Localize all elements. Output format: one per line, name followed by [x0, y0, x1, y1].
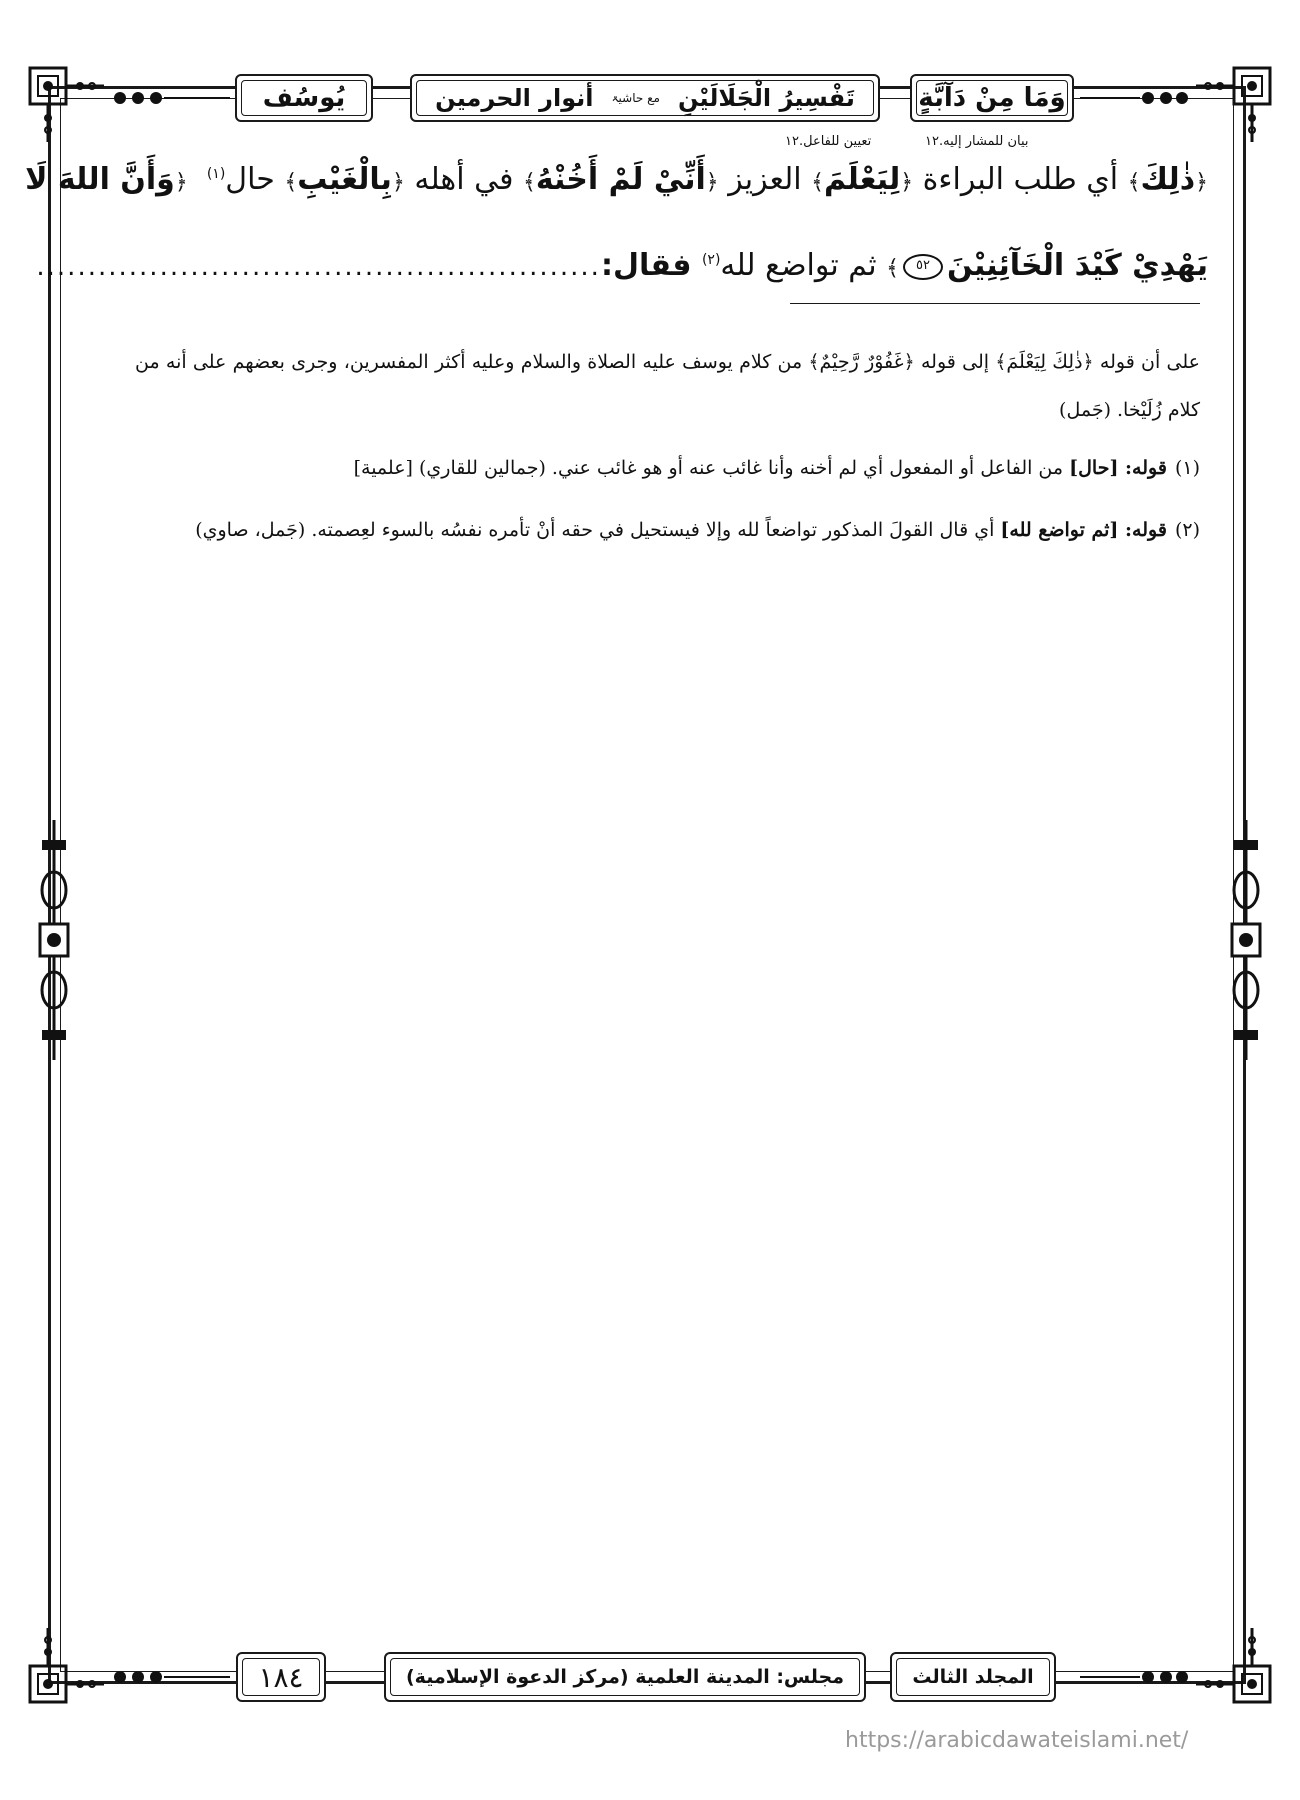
header-surah-name [235, 74, 373, 122]
corner-ornament-bottom-right [1194, 1626, 1272, 1704]
source-watermark: https://arabicdawateislami.net/ [845, 1728, 1189, 1753]
footer-publisher [384, 1652, 866, 1702]
quran-word: ﴿ذٰلِكَ﴾ [1127, 162, 1208, 197]
footer-dots-ornament-left [110, 1669, 230, 1685]
quran-word: يَهْدِيْ كَيْدَ الْخَآئِنِيْنَ [947, 248, 1208, 283]
footnote-keyword: قوله: [ثم تواضع لله] [1000, 519, 1167, 541]
dot-leader: ....................................................... [36, 252, 601, 282]
footnote-continuation: على أن قوله ﴿ذٰلِكَ لِيَعْلَمَ﴾ إلى قوله ﴿غَفُوْرٌ رَّحِيْمٌ﴾ من كلام يوسف عليه الصلاة والسلام وعليه أكثر المفسرين، وجرى بعضهم على أنه من كلام زُلَيْخا. (جَمل) [135, 351, 1200, 421]
publisher-name: مجلس: المدينة العلمية (مركز الدعوة الإسلامية) [405, 1666, 845, 1688]
surah-name: يُوسُف [262, 83, 346, 113]
commentary-text: في أهله [404, 162, 523, 197]
commentary-text: فقال: [600, 248, 702, 283]
main-text-line-2: يَهْدِيْ كَيْدَ الْخَآئِنِيْنَ٥٢﴾ ثم تواضع لله$^{(٢)}$ فقال:....................................................... [36, 238, 1208, 291]
honorific-label: مع حاشيۃ [611, 91, 660, 105]
quran-word: ﴿أَنِّيْ لَمْ أَخُنْهُ﴾ [522, 162, 719, 197]
juz-name: وَمَا مِنْ دَآبَّةٍ [918, 83, 1066, 113]
corner-ornament-bottom-left [28, 1626, 106, 1704]
header-dots-ornament-right [1080, 90, 1190, 106]
footnote-marker-2[interactable]: (٢) [701, 252, 721, 268]
footnote-number: (٢) [1174, 519, 1200, 541]
footer-volume [890, 1652, 1056, 1702]
main-text-line-1 [25, 152, 1208, 205]
commentary-text: ثم تواضع لله [720, 248, 887, 283]
corner-ornament-top-right [1194, 66, 1272, 144]
commentary-text: العزيز [718, 162, 812, 197]
footnote-separator-line [790, 303, 1200, 304]
footnote-keyword: قوله: [حال] [1069, 457, 1167, 479]
commentary-text: حال [225, 162, 285, 197]
volume-label: المجلد الثالث [912, 1666, 1034, 1688]
page-frame-inner [60, 98, 1234, 1672]
book-title: تَفْسِيرُ الْجَلَالَيْنِ [677, 84, 855, 112]
footnote-2 [140, 506, 1200, 554]
footnote-text: من الفاعل أو المفعول أي لم أخنه وأنا غائب عنه أو هو غائب عني. (جمالين للقاري) [علمية] [353, 457, 1070, 479]
side-ornament-left [34, 820, 74, 1060]
commentary-title: أنوار الحرمين [435, 84, 594, 112]
interlinear-gloss-1: بيان للمشار إليه.١٢ [925, 134, 1029, 149]
side-ornament-right [1226, 820, 1266, 1060]
interlinear-gloss-2: تعيين للفاعل.١٢ [785, 134, 872, 149]
commentary-text: أي طلب البراءة [913, 162, 1128, 197]
footer-page-number [236, 1652, 326, 1702]
footnote-marker-1[interactable]: (١) [206, 166, 226, 182]
page-number: ١٨٤ [258, 1660, 304, 1694]
quran-word: ﴿بِالْغَيْبِ﴾ [284, 162, 405, 197]
footnote-text: أي قال القولَ المذكور تواضعاً لله وإلا فيستحيل في حقه أنْ تأمره نفسُه بالسوء لعِصمته. (جَمل، صاوي) [195, 519, 1001, 541]
corner-ornament-top-left [28, 66, 106, 144]
header-juz-title [910, 74, 1074, 122]
header-book-title [410, 74, 880, 122]
footnote-number: (١) [1174, 457, 1200, 479]
footer-dots-ornament-right [1080, 1669, 1190, 1685]
header-dots-ornament-left [110, 90, 230, 106]
ayah-number-marker: ٥٢ [903, 254, 943, 280]
footnote-1 [140, 444, 1200, 492]
quran-word: ﴿لِيَعْلَمَ﴾ [811, 162, 914, 197]
quran-word: ﴿وَأَنَّ اللهَ لَا [25, 162, 188, 197]
